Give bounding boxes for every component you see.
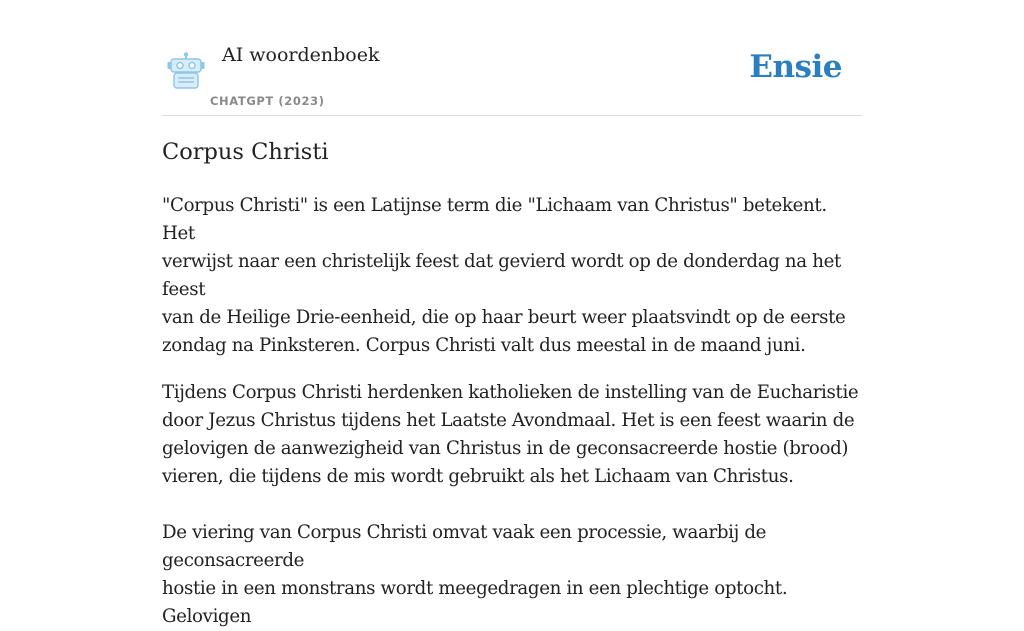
entry-body: [162, 192, 862, 631]
entry-title: Corpus Christi: [162, 139, 329, 165]
ensie-logo[interactable]: Ensie: [749, 49, 842, 85]
content-container: [162, 0, 862, 627]
dictionary-name[interactable]: AI woordenboek: [222, 44, 380, 66]
entry-paragraph: "Corpus Christi" is een Latijnse term die "Lichaam van Christus" betekent. Het verwijst naar een christelijk feest dat gevierd wordt op de donderdag na het feest van de Heilige Drie-eenheid, die op haar beurt weer plaatsvindt op de eerste zondag na Pinksteren. Corpus Christi valt dus meestal in de maand juni.: [162, 195, 846, 356]
source-label: CHATGPT (2023): [210, 94, 325, 108]
entry-paragraph: Tijdens Corpus Christi herdenken katholieken de instelling van de Eucharistie door Jezus Christus tijdens het Laatste Avondmaal. Het is een feest waarin de gelovigen de aanwezigheid van Christus in de geconsacreerde hostie (brood) vieren, die tijdens de mis wordt gebruikt als het Lichaam van Christus.: [162, 382, 859, 487]
entry-paragraph: De viering van Corpus Christi omvat vaak een processie, waarbij de geconsacreerde hostie in een monstrans wordt meegedragen in een plechtige optocht. Gelovigen: [162, 522, 788, 627]
robot-icon: [166, 52, 206, 90]
header: [162, 0, 862, 116]
